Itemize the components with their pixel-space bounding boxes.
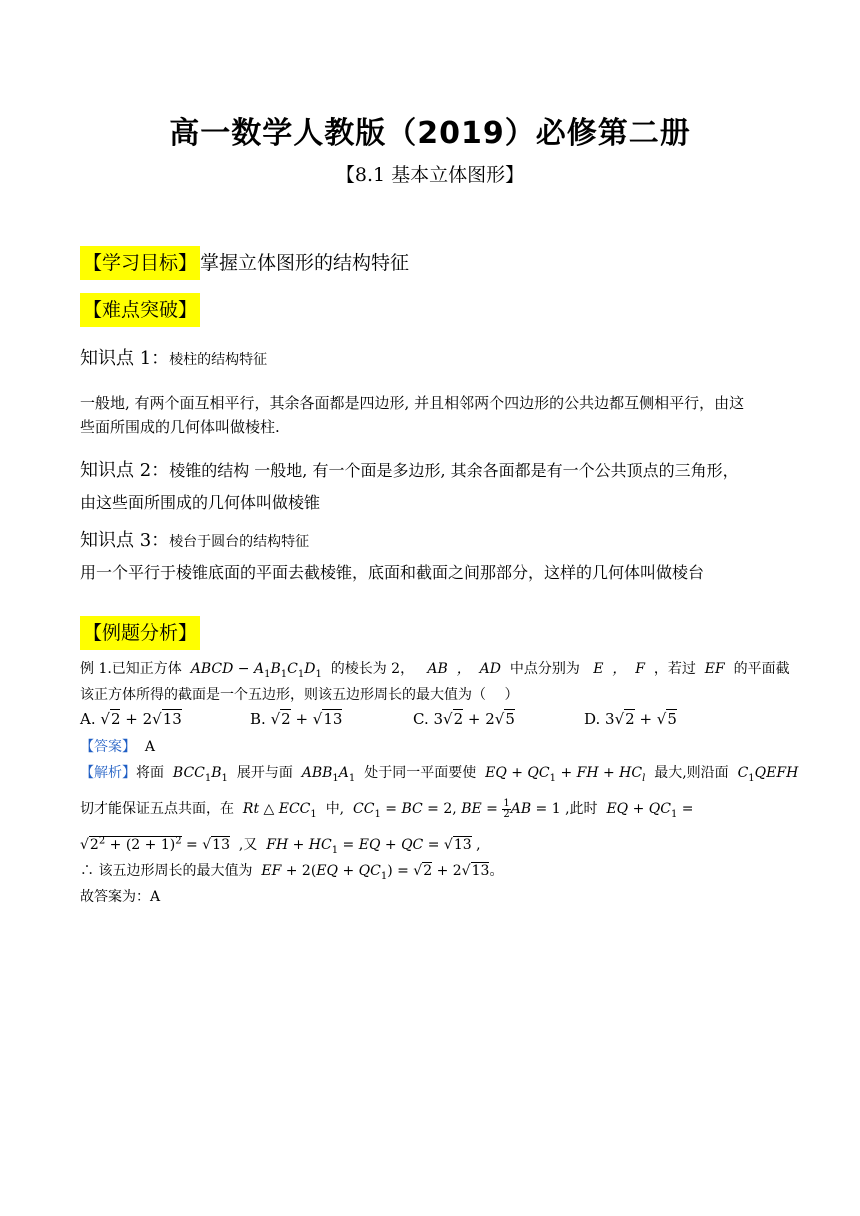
section-subtitle: 【8.1 基本立体图形】 bbox=[335, 164, 525, 186]
knowledge-point-1-label: 知识点 1： bbox=[80, 348, 170, 369]
difficulty-label: 【难点突破】 bbox=[80, 293, 200, 327]
analysis-line-2: 切才能保证五点共面，在 Rt △ $ECC_1$ 中, $CC_1$ = BC = 2, BE = $\frac{1}{2}$ AB = 1 ,此时 EQ + $QC_1$ = bbox=[80, 797, 694, 820]
ef-name: EF bbox=[700, 661, 730, 677]
learning-goal-text: 掌握立体图形的结构特征 bbox=[200, 252, 410, 274]
option-a: A. √2 + 2√13 bbox=[80, 710, 182, 728]
example-1-prefix: 例 1.已知正方体 bbox=[80, 661, 182, 677]
example-1-line-1 bbox=[80, 658, 790, 680]
knowledge-point-1-line-2: 些面所围成的几何体叫做棱柱. bbox=[80, 418, 280, 436]
analysis-line-4: ∴ 该五边形周长的最大值为 EF + $2(EQ + QC_1) = √2 + 2√13$。 bbox=[80, 863, 504, 882]
option-c: C. 3√2 + 2√5 bbox=[413, 710, 515, 728]
difficulty-heading bbox=[80, 295, 200, 322]
knowledge-point-3-line-1: 用一个平行于棱锥底面的平面去截棱锥，底面和截面之间那部分，这样的几何体叫做棱台 bbox=[80, 563, 705, 582]
examples-label: 【例题分析】 bbox=[80, 616, 200, 650]
option-b: B. √2 + √13 bbox=[250, 710, 343, 728]
knowledge-point-1 bbox=[80, 344, 267, 370]
example-1-text-a: 的棱长为 2， bbox=[330, 661, 415, 677]
answer-value: A bbox=[144, 739, 156, 755]
learning-goal bbox=[80, 248, 409, 275]
knowledge-point-1-title: 棱柱的结构特征 bbox=[169, 352, 268, 368]
answer-line bbox=[80, 736, 155, 756]
knowledge-point-2-label: 知识点 2： bbox=[80, 460, 170, 481]
cube-name: ABCD − $A_1B_1C_1D_1$ bbox=[186, 661, 322, 680]
examples-heading bbox=[80, 618, 200, 645]
edge-names: AB ， AD bbox=[418, 661, 506, 677]
example-1-text-c: ，若过 bbox=[653, 661, 696, 677]
knowledge-point-1-line-1: 一般地, 有两个面互相平行，其余各面都是四边形, 并且相邻两个四边形的公共边都互侧相平行，由这 bbox=[80, 394, 745, 412]
analysis-line-3: $√2^2 + (2 + 1)^2 = √13$ ,又 FH + $HC_1$ = EQ + QC = √13 , bbox=[80, 835, 481, 856]
knowledge-point-2 bbox=[80, 456, 739, 482]
knowledge-point-2-title: 棱锥的结构 一般地, 有一个面是多边形, 其余各面都是有一个公共顶点的三角形， bbox=[169, 461, 739, 480]
knowledge-point-3-label: 知识点 3： bbox=[80, 530, 170, 551]
point-names: E ， F bbox=[584, 661, 654, 677]
option-d: D. 3√2 + √5 bbox=[584, 710, 677, 728]
example-1-text-d: 的平面截 bbox=[733, 661, 790, 677]
example-1-text-b: 中点分别为 bbox=[509, 661, 580, 677]
final-answer: 故答案为：A bbox=[80, 889, 161, 905]
learning-goal-label: 【学习目标】 bbox=[80, 246, 200, 280]
knowledge-point-3 bbox=[80, 526, 309, 552]
page-title: 高一数学人教版（2019）必修第二册 bbox=[169, 116, 691, 151]
analysis-line-1: 【解析】将面 $BCC_1B_1$ 展开与面 $ABB_1A_1$ 处于同一平面要使 EQ + $QC_1$ + FH + $HC_l$ 最大,则沿面 $C_1QEFH$ bbox=[80, 765, 799, 784]
analysis-label: 【解析】 bbox=[80, 765, 136, 781]
answer-label: 【答案】 bbox=[80, 739, 136, 755]
example-1-line-2: 该正方体所得的截面是一个五边形，则该五边形周长的最大值为（ ） bbox=[80, 687, 519, 703]
knowledge-point-3-title: 棱台于圆台的结构特征 bbox=[169, 534, 310, 550]
knowledge-point-2-line-1: 由这些面所围成的几何体叫做棱锥 bbox=[80, 493, 321, 512]
